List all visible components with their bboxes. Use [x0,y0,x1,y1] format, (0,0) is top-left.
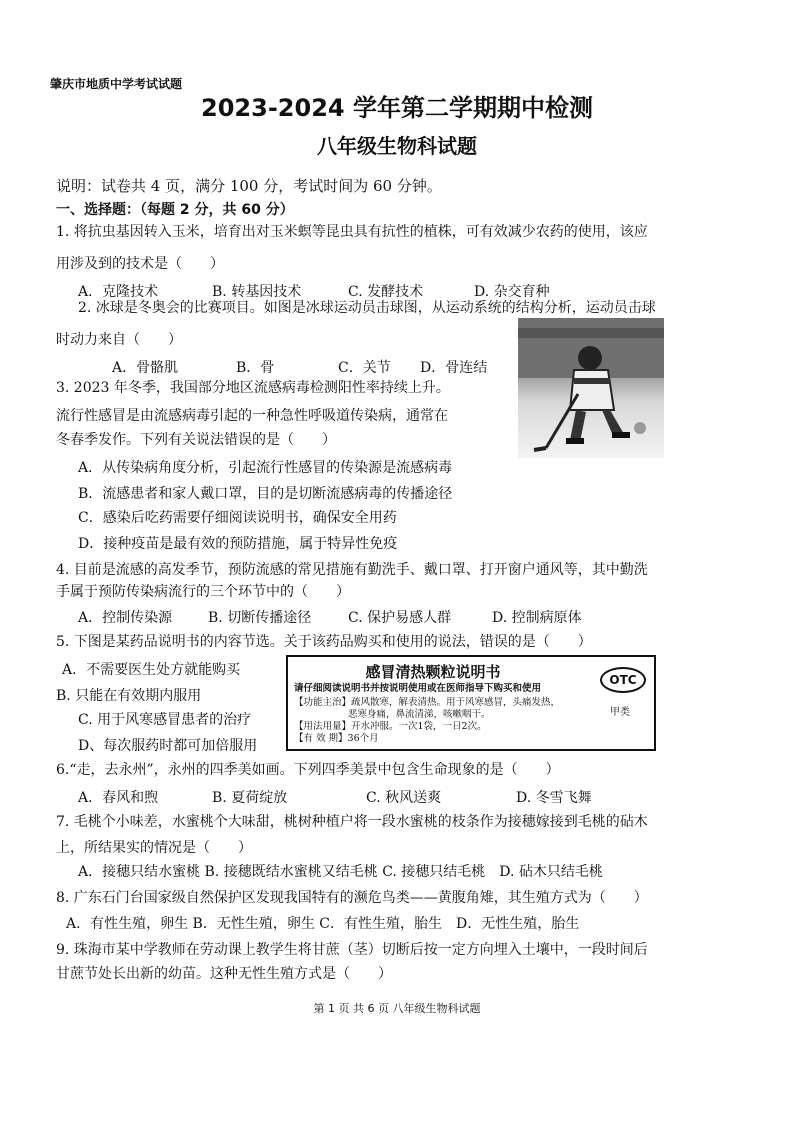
question-6-option-c: C. 秋风送爽 [366,790,442,806]
question-1-option-a: A．克隆技术 [78,284,159,300]
question-2-line-2: 时动力来自（ ） [56,332,182,348]
question-2-option-d: D．骨连结 [420,360,488,376]
question-3-option-a: A．从传染病角度分析，引起流行性感冒的传染源是流感病毒 [78,460,453,476]
question-4-option-b: B. 切断传播途径 [208,610,312,626]
usage-text: 开水冲服。一次1袋，一日2次。 [351,721,487,732]
instructions: 说明：试卷共 4 页，满分 100 分，考试时间为 60 分钟。 [56,177,442,195]
question-1-option-d: D. 杂交育种 [474,284,550,300]
question-2-option-a: A．骨骼肌 [112,360,179,376]
section-heading: 一、选择题：（每题 2 分，共 60 分） [56,202,294,218]
question-1-option-c: C. 发酵技术 [348,284,424,300]
question-2-option-c: C．关节 [338,360,391,376]
expiry-text: 36个月 [347,733,379,744]
question-5-line-1: 5. 下图是某药品说明书的内容节选。关于该药品购买和使用的说法，错误的是（ ） [56,634,592,650]
question-1-option-b: B. 转基因技术 [212,284,302,300]
question-6-option-a: A．春风和煦 [78,790,159,806]
question-3-line-2: 流行性感冒是由流感病毒引起的一种急性呼吸道传染病，通常在 [56,408,448,424]
function-label: 【功能主治】 [294,697,352,708]
medicine-function-continued: 恶寒身痛，鼻流清涕，咳嗽咽干。 [348,709,491,720]
question-5-option-c: C. 用于风寒感冒患者的治疗 [78,712,252,728]
medicine-function [294,697,560,709]
question-7-options: A．接穗只结水蜜桃 B. 接穗既结水蜜桃又结毛桃 C. 接穗只结毛桃 D. 砧木只结毛桃 [78,864,603,880]
question-5-option-d: D、每次服药时都可加倍服用 [78,738,258,754]
medicine-usage [294,721,487,733]
school-name: 肇庆市地质中学考试试题 [50,77,183,91]
question-5-option-b: B. 只能在有效期内服用 [56,688,202,704]
question-6-option-d: D. 冬雪飞舞 [516,790,592,806]
question-4-option-a: A．控制传染源 [78,610,173,626]
question-9-line-1: 9. 珠海市某中学教师在劳动课上教学生将甘蔗（茎）切断后按一定方向埋入土壤中，一段时间后 [56,942,648,958]
exam-subtitle: 八年级生物科试题 [317,134,477,158]
question-9-line-2: 甘蔗节处长出新的幼苗。这种无性生殖方式是（ ） [56,966,392,982]
question-4-line-2: 手属于预防传染病流行的三个环节中的（ ） [56,584,350,600]
question-7-line-1: 7. 毛桃个小味差，水蜜桃个大味甜，桃树种植户将一段水蜜桃的枝条作为接穗嫁接到毛桃的砧木 [56,814,648,830]
function-text: 疏风散寒，解表清热。用于风寒感冒，头痛发热， [351,697,561,708]
question-3-line-3: 冬春季发作。下列有关说法错误的是（ ） [56,432,336,448]
question-5-option-a: A．不需要医生处方就能购买 [62,662,241,678]
question-4-option-c: C. 保护易感人群 [348,610,452,626]
expiry-label: 【有 效 期】 [294,733,348,744]
otc-badge: OTC [600,667,646,693]
medicine-warning: 请仔细阅读说明书并按说明使用或在医师指导下购买和使用 [294,683,542,694]
question-4-line-1: 4. 目前是流感的高发季节，预防流感的常见措施有勤洗手、戴口罩、打开窗户通风等，其中勤洗 [56,562,648,578]
question-3-line-1: 3. 2023 年冬季，我国部分地区流感病毒检测阳性率持续上升。 [56,380,450,396]
ice-hockey-photo [518,318,664,458]
question-8-line-1: 8. 广东石门台国家级自然保护区发现我国特有的濒危鸟类——黄腹角雉，其生殖方式为（ ） [56,890,648,906]
question-6-option-b: B. 夏荷绽放 [212,790,288,806]
question-2-line-1: 2. 冰球是冬奥会的比赛项目。如图是冰球运动员击球图，从运动系统的结构分析，运动员击球 [78,300,656,316]
medicine-title: 感冒清热颗粒说明书 [365,663,501,681]
question-6-line-1: 6.“走，去永州”，永州的四季美如画。下列四季美景中包含生命现象的是（ ） [56,762,560,778]
question-4-option-d: D. 控制病原体 [492,610,582,626]
ice-hockey-player-illustration [518,318,664,458]
question-3-option-c: C．感染后吃药需要仔细阅读说明书，确保安全用药 [78,510,397,526]
question-8-options: A．有性生殖，卵生 B．无性生殖，卵生 C．有性生殖，胎生 D．无性生殖，胎生 [66,916,580,932]
question-7-line-2: 上，所结果实的情况是（ ） [56,840,252,856]
usage-label: 【用法用量】 [294,721,352,732]
exam-title: 2023-2024 学年第二学期期中检测 [201,94,593,122]
question-3-option-d: D．接种疫苗是最有效的预防措施，属于特异性免疫 [78,536,398,552]
question-1-line-1: 1. 将抗虫基因转入玉米，培育出对玉米螟等昆虫具有抗性的植株，可有效减少农药的使用，该应 [56,224,648,240]
otc-class: 甲类 [610,707,630,718]
question-3-option-b: B．流感患者和家人戴口罩，目的是切断流感病毒的传播途径 [78,486,453,502]
question-2-option-b: B．骨 [236,360,275,376]
medicine-expiry [294,733,379,745]
medicine-label-box [286,655,656,751]
page-footer: 第 1 页 共 6 页 八年级生物科试题 [313,1002,481,1015]
question-1-line-2: 用涉及到的技术是（ ） [56,256,224,272]
